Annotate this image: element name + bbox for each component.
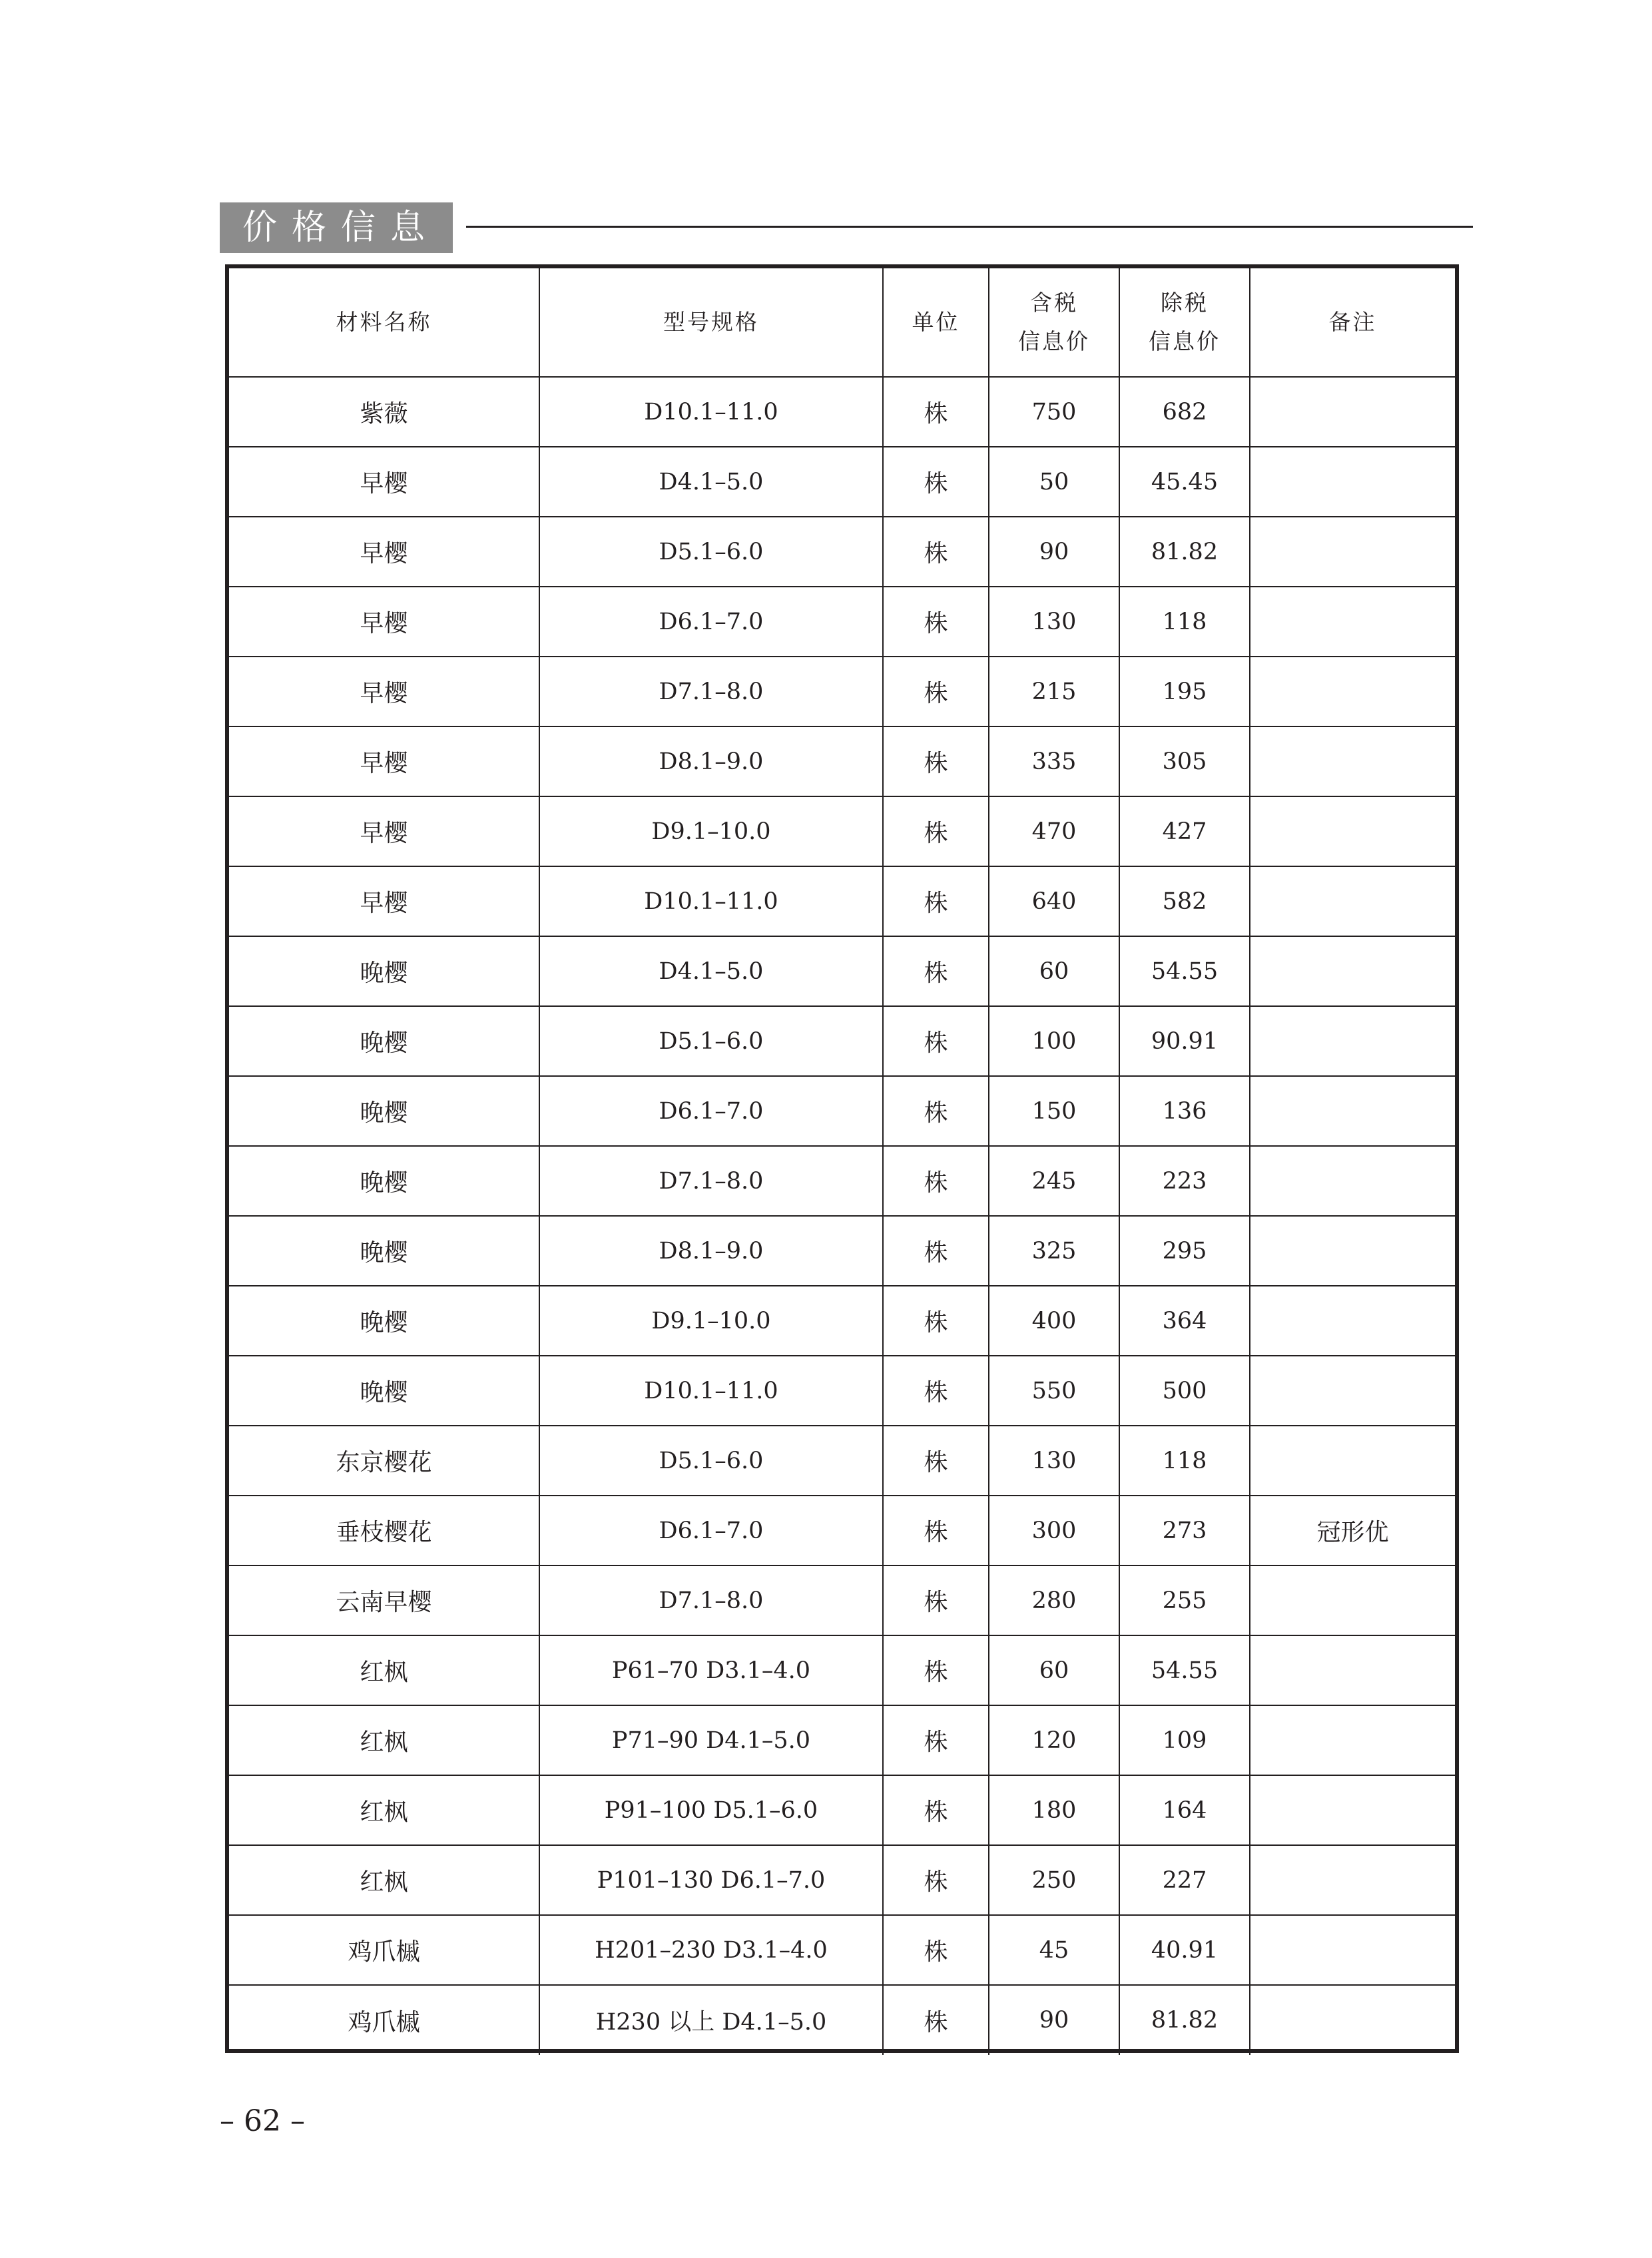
cell-remark bbox=[1250, 1146, 1455, 1216]
cell-spec: D7.1–8.0 bbox=[539, 1146, 883, 1216]
table-row bbox=[229, 1845, 1455, 1915]
cell-tax-price: 250 bbox=[989, 1845, 1119, 1915]
cell-name: 早樱 bbox=[229, 447, 539, 517]
cell-spec: D6.1–7.0 bbox=[539, 587, 883, 657]
cell-tax-price: 640 bbox=[989, 866, 1119, 936]
cell-unit: 株 bbox=[883, 1565, 989, 1635]
header-name: 材料名称 bbox=[229, 268, 539, 377]
cell-tax-price: 335 bbox=[989, 726, 1119, 796]
cell-remark bbox=[1250, 657, 1455, 726]
cell-unit: 株 bbox=[883, 866, 989, 936]
cell-notax-price: 295 bbox=[1119, 1216, 1250, 1286]
cell-remark bbox=[1250, 1006, 1455, 1076]
cell-unit: 株 bbox=[883, 1146, 989, 1216]
table-row bbox=[229, 1775, 1455, 1845]
price-table-frame bbox=[225, 264, 1459, 2053]
cell-notax-price: 45.45 bbox=[1119, 447, 1250, 517]
cell-remark bbox=[1250, 1775, 1455, 1845]
cell-tax-price: 470 bbox=[989, 796, 1119, 866]
cell-spec: D8.1–9.0 bbox=[539, 1216, 883, 1286]
cell-spec: D5.1–6.0 bbox=[539, 1006, 883, 1076]
cell-name: 晚樱 bbox=[229, 1146, 539, 1216]
cell-name: 早樱 bbox=[229, 657, 539, 726]
cell-tax-price: 325 bbox=[989, 1216, 1119, 1286]
table-row bbox=[229, 1705, 1455, 1775]
cell-name: 鸡爪槭 bbox=[229, 1985, 539, 2055]
cell-spec: D9.1–10.0 bbox=[539, 796, 883, 866]
cell-spec: P101–130 D6.1–7.0 bbox=[539, 1845, 883, 1915]
cell-name: 早樱 bbox=[229, 726, 539, 796]
table-row bbox=[229, 1006, 1455, 1076]
cell-unit: 株 bbox=[883, 796, 989, 866]
cell-remark bbox=[1250, 1845, 1455, 1915]
cell-spec: D7.1–8.0 bbox=[539, 657, 883, 726]
table-row bbox=[229, 1216, 1455, 1286]
header-notax-price-line2: 信息价 bbox=[1149, 328, 1221, 354]
cell-unit: 株 bbox=[883, 1286, 989, 1356]
cell-remark bbox=[1250, 936, 1455, 1006]
cell-unit: 株 bbox=[883, 1076, 989, 1146]
section-title: 价格信息 bbox=[220, 202, 453, 253]
cell-spec: D4.1–5.0 bbox=[539, 447, 883, 517]
cell-spec: D5.1–6.0 bbox=[539, 1426, 883, 1496]
cell-unit: 株 bbox=[883, 517, 989, 587]
cell-unit: 株 bbox=[883, 936, 989, 1006]
table-row bbox=[229, 1915, 1455, 1985]
cell-remark bbox=[1250, 1286, 1455, 1356]
table-row bbox=[229, 1985, 1455, 2055]
cell-spec: D4.1–5.0 bbox=[539, 936, 883, 1006]
cell-notax-price: 582 bbox=[1119, 866, 1250, 936]
cell-tax-price: 280 bbox=[989, 1565, 1119, 1635]
header-rule bbox=[466, 226, 1473, 228]
cell-notax-price: 223 bbox=[1119, 1146, 1250, 1216]
table-row bbox=[229, 1565, 1455, 1635]
cell-remark bbox=[1250, 587, 1455, 657]
cell-spec: D10.1–11.0 bbox=[539, 866, 883, 936]
cell-name: 东京樱花 bbox=[229, 1426, 539, 1496]
table-row bbox=[229, 1635, 1455, 1705]
cell-notax-price: 81.82 bbox=[1119, 1985, 1250, 2055]
cell-unit: 株 bbox=[883, 1775, 989, 1845]
cell-notax-price: 500 bbox=[1119, 1356, 1250, 1426]
cell-notax-price: 195 bbox=[1119, 657, 1250, 726]
table-header-row bbox=[229, 268, 1455, 377]
table-row bbox=[229, 587, 1455, 657]
cell-tax-price: 90 bbox=[989, 1985, 1119, 2055]
cell-remark bbox=[1250, 796, 1455, 866]
cell-unit: 株 bbox=[883, 1006, 989, 1076]
table-row bbox=[229, 657, 1455, 726]
cell-name: 晚樱 bbox=[229, 1006, 539, 1076]
cell-name: 晚樱 bbox=[229, 1286, 539, 1356]
header-notax-price-line1: 除税 bbox=[1161, 290, 1209, 316]
cell-notax-price: 90.91 bbox=[1119, 1006, 1250, 1076]
table-row bbox=[229, 1356, 1455, 1426]
cell-notax-price: 164 bbox=[1119, 1775, 1250, 1845]
table-row bbox=[229, 1146, 1455, 1216]
cell-notax-price: 136 bbox=[1119, 1076, 1250, 1146]
cell-name: 红枫 bbox=[229, 1705, 539, 1775]
cell-spec: D9.1–10.0 bbox=[539, 1286, 883, 1356]
cell-spec: D10.1–11.0 bbox=[539, 1356, 883, 1426]
cell-tax-price: 60 bbox=[989, 1635, 1119, 1705]
cell-unit: 株 bbox=[883, 1915, 989, 1985]
cell-remark bbox=[1250, 726, 1455, 796]
cell-name: 红枫 bbox=[229, 1845, 539, 1915]
cell-unit: 株 bbox=[883, 377, 989, 447]
cell-name: 晚樱 bbox=[229, 1216, 539, 1286]
cell-remark bbox=[1250, 1356, 1455, 1426]
cell-unit: 株 bbox=[883, 447, 989, 517]
table-row bbox=[229, 377, 1455, 447]
cell-spec: D10.1–11.0 bbox=[539, 377, 883, 447]
cell-notax-price: 109 bbox=[1119, 1705, 1250, 1775]
cell-tax-price: 120 bbox=[989, 1705, 1119, 1775]
cell-tax-price: 100 bbox=[989, 1006, 1119, 1076]
price-table bbox=[229, 268, 1455, 2055]
cell-unit: 株 bbox=[883, 587, 989, 657]
cell-remark bbox=[1250, 377, 1455, 447]
cell-remark bbox=[1250, 1076, 1455, 1146]
table-row bbox=[229, 866, 1455, 936]
cell-notax-price: 364 bbox=[1119, 1286, 1250, 1356]
cell-unit: 株 bbox=[883, 1705, 989, 1775]
cell-tax-price: 150 bbox=[989, 1076, 1119, 1146]
cell-tax-price: 215 bbox=[989, 657, 1119, 726]
cell-spec: P91–100 D5.1–6.0 bbox=[539, 1775, 883, 1845]
cell-name: 早樱 bbox=[229, 517, 539, 587]
cell-spec: D7.1–8.0 bbox=[539, 1565, 883, 1635]
cell-name: 鸡爪槭 bbox=[229, 1915, 539, 1985]
cell-spec: D8.1–9.0 bbox=[539, 726, 883, 796]
cell-unit: 株 bbox=[883, 657, 989, 726]
cell-unit: 株 bbox=[883, 1426, 989, 1496]
header-notax-price bbox=[1119, 268, 1250, 377]
cell-name: 晚樱 bbox=[229, 936, 539, 1006]
cell-notax-price: 255 bbox=[1119, 1565, 1250, 1635]
cell-spec: D6.1–7.0 bbox=[539, 1496, 883, 1565]
table-row bbox=[229, 1426, 1455, 1496]
cell-name: 早樱 bbox=[229, 587, 539, 657]
table-row bbox=[229, 1286, 1455, 1356]
cell-name: 晚樱 bbox=[229, 1076, 539, 1146]
cell-unit: 株 bbox=[883, 726, 989, 796]
cell-tax-price: 45 bbox=[989, 1915, 1119, 1985]
cell-name: 红枫 bbox=[229, 1775, 539, 1845]
cell-notax-price: 273 bbox=[1119, 1496, 1250, 1565]
cell-unit: 株 bbox=[883, 1635, 989, 1705]
cell-spec: D5.1–6.0 bbox=[539, 517, 883, 587]
cell-notax-price: 40.91 bbox=[1119, 1915, 1250, 1985]
cell-tax-price: 50 bbox=[989, 447, 1119, 517]
cell-unit: 株 bbox=[883, 1845, 989, 1915]
cell-notax-price: 118 bbox=[1119, 1426, 1250, 1496]
cell-name: 紫薇 bbox=[229, 377, 539, 447]
cell-tax-price: 130 bbox=[989, 1426, 1119, 1496]
cell-remark bbox=[1250, 1705, 1455, 1775]
cell-notax-price: 81.82 bbox=[1119, 517, 1250, 587]
cell-unit: 株 bbox=[883, 1356, 989, 1426]
cell-notax-price: 682 bbox=[1119, 377, 1250, 447]
header-tax-price bbox=[989, 268, 1119, 377]
cell-remark bbox=[1250, 1426, 1455, 1496]
cell-notax-price: 54.55 bbox=[1119, 936, 1250, 1006]
cell-tax-price: 550 bbox=[989, 1356, 1119, 1426]
cell-tax-price: 245 bbox=[989, 1146, 1119, 1216]
cell-remark bbox=[1250, 517, 1455, 587]
table-row bbox=[229, 796, 1455, 866]
cell-tax-price: 180 bbox=[989, 1775, 1119, 1845]
cell-notax-price: 118 bbox=[1119, 587, 1250, 657]
table-row bbox=[229, 726, 1455, 796]
cell-spec: H201–230 D3.1–4.0 bbox=[539, 1915, 883, 1985]
header-remark: 备注 bbox=[1250, 268, 1455, 377]
cell-tax-price: 750 bbox=[989, 377, 1119, 447]
cell-remark bbox=[1250, 1985, 1455, 2055]
cell-tax-price: 60 bbox=[989, 936, 1119, 1006]
header-tax-price-line1: 含税 bbox=[1030, 290, 1078, 316]
cell-spec: D6.1–7.0 bbox=[539, 1076, 883, 1146]
cell-notax-price: 54.55 bbox=[1119, 1635, 1250, 1705]
cell-remark bbox=[1250, 447, 1455, 517]
cell-name: 红枫 bbox=[229, 1635, 539, 1705]
cell-unit: 株 bbox=[883, 1496, 989, 1565]
cell-remark: 冠形优 bbox=[1250, 1496, 1455, 1565]
cell-name: 早樱 bbox=[229, 796, 539, 866]
cell-tax-price: 400 bbox=[989, 1286, 1119, 1356]
table-row bbox=[229, 936, 1455, 1006]
cell-name: 云南早樱 bbox=[229, 1565, 539, 1635]
cell-spec: H230 以上 D4.1–5.0 bbox=[539, 1985, 883, 2055]
page-number: – 62 – bbox=[220, 2104, 305, 2138]
cell-notax-price: 427 bbox=[1119, 796, 1250, 866]
table-row bbox=[229, 447, 1455, 517]
cell-unit: 株 bbox=[883, 1216, 989, 1286]
cell-spec: P61–70 D3.1–4.0 bbox=[539, 1635, 883, 1705]
table-row bbox=[229, 1496, 1455, 1565]
cell-notax-price: 227 bbox=[1119, 1845, 1250, 1915]
cell-spec: P71–90 D4.1–5.0 bbox=[539, 1705, 883, 1775]
table-row bbox=[229, 517, 1455, 587]
cell-tax-price: 300 bbox=[989, 1496, 1119, 1565]
cell-notax-price: 305 bbox=[1119, 726, 1250, 796]
table-row bbox=[229, 1076, 1455, 1146]
cell-remark bbox=[1250, 1635, 1455, 1705]
cell-remark bbox=[1250, 866, 1455, 936]
cell-unit: 株 bbox=[883, 1985, 989, 2055]
cell-tax-price: 130 bbox=[989, 587, 1119, 657]
cell-remark bbox=[1250, 1565, 1455, 1635]
cell-name: 垂枝樱花 bbox=[229, 1496, 539, 1565]
cell-remark bbox=[1250, 1216, 1455, 1286]
header-tax-price-line2: 信息价 bbox=[1018, 328, 1090, 354]
header-unit: 单位 bbox=[883, 268, 989, 377]
header-spec: 型号规格 bbox=[539, 268, 883, 377]
cell-name: 晚樱 bbox=[229, 1356, 539, 1426]
cell-tax-price: 90 bbox=[989, 517, 1119, 587]
cell-remark bbox=[1250, 1915, 1455, 1985]
table-body bbox=[229, 377, 1455, 2055]
cell-name: 早樱 bbox=[229, 866, 539, 936]
